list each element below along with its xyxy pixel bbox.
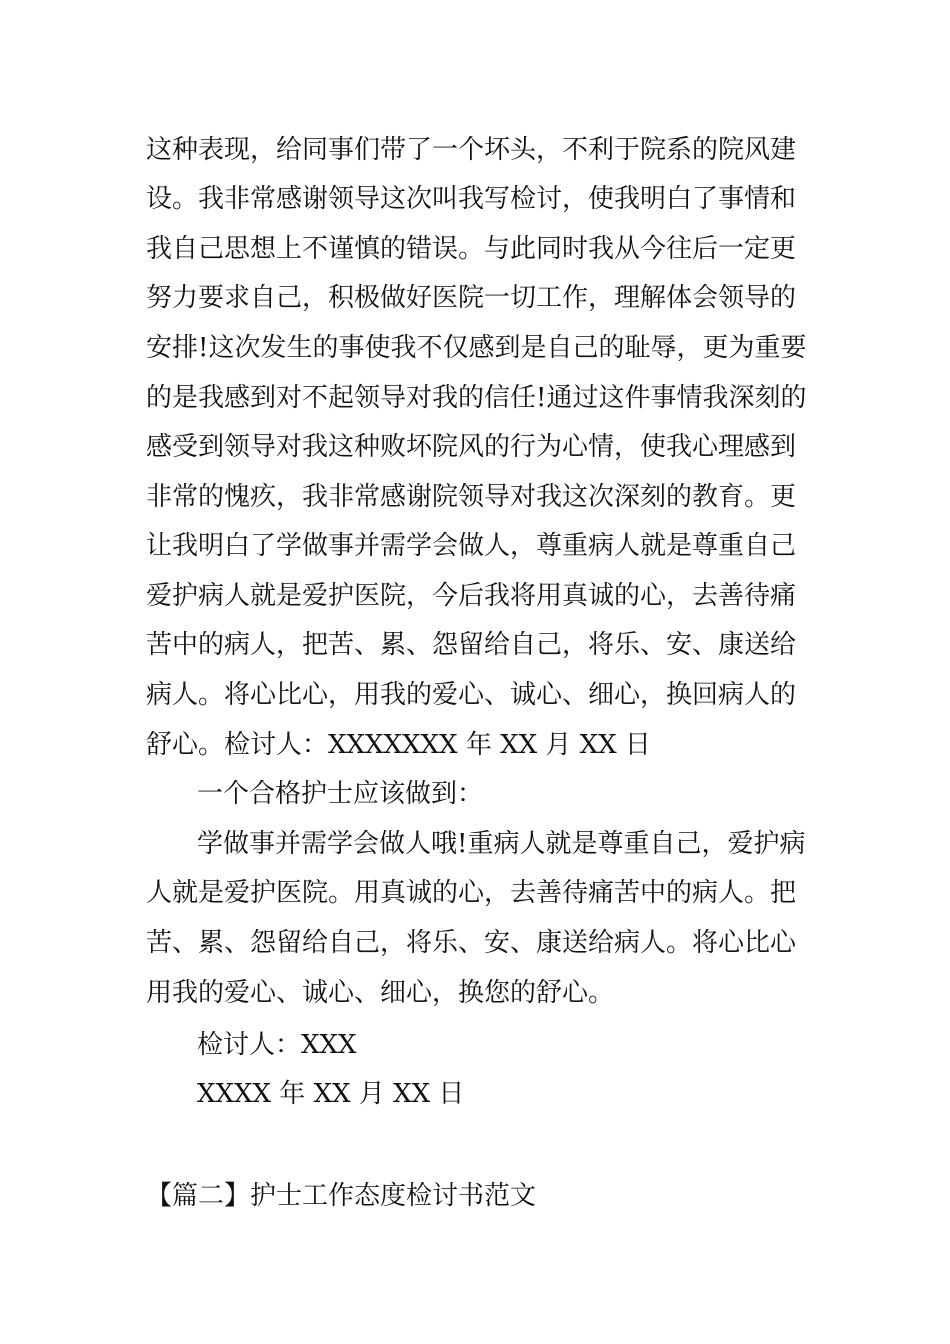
paragraph-line: 舒心。检讨人：XXXXXXX 年 XX 月 XX 日	[146, 730, 651, 760]
paragraph-line: 我自己思想上不谨慎的错误。与此同时我从今往后一定更	[146, 234, 797, 264]
paragraph-line: 努力要求自己，积极做好医院一切工作，理解体会领导的	[146, 283, 797, 313]
paragraph-line: 用我的爱心、诚心、细心，换您的舒心。	[146, 978, 615, 1008]
paragraph-line: 安排!这次发生的事使我不仅感到是自己的耻辱，更为重要	[146, 333, 807, 363]
paragraph-line: 的是我感到对不起领导对我的信任!通过这件事情我深刻的	[146, 383, 807, 413]
paragraph-line: 这种表现，给同事们带了一个坏头，不利于院系的院风建	[146, 135, 797, 165]
paragraph-line: 爱护病人就是爱护医院，今后我将用真诚的心，去善待痛	[146, 581, 797, 611]
paragraph-line: 苦、累、怨留给自己，将乐、安、康送给病人。将心比心	[146, 928, 797, 958]
section-title: 【篇二】护士工作态度检讨书范文	[146, 1181, 537, 1211]
paragraph-line: 学做事并需学会做人哦!重病人就是尊重自己，爱护病	[197, 829, 806, 859]
paragraph-line: 非常的愧疚，我非常感谢院领导对我这次深刻的教育。更	[146, 482, 797, 512]
paragraph-line: 设。我非常感谢领导这次叫我写检讨，使我明白了事情和	[146, 184, 797, 214]
subheading: 一个合格护士应该做到：	[197, 779, 484, 809]
paragraph-line: 病人。将心比心，用我的爱心、诚心、细心，换回病人的	[146, 680, 797, 710]
date: XXXX 年 XX 月 XX 日	[197, 1079, 465, 1109]
paragraph-line: 让我明白了学做事并需学会做人，尊重病人就是尊重自己	[146, 531, 797, 561]
signature: 检讨人：XXX	[197, 1030, 357, 1060]
paragraph-line: 人就是爱护医院。用真诚的心，去善待痛苦中的病人。把	[146, 878, 797, 908]
paragraph-line: 苦中的病人，把苦、累、怨留给自己，将乐、安、康送给	[146, 630, 797, 660]
paragraph-line: 感受到领导对我这种败坏院风的行为心情，使我心理感到	[146, 432, 797, 462]
